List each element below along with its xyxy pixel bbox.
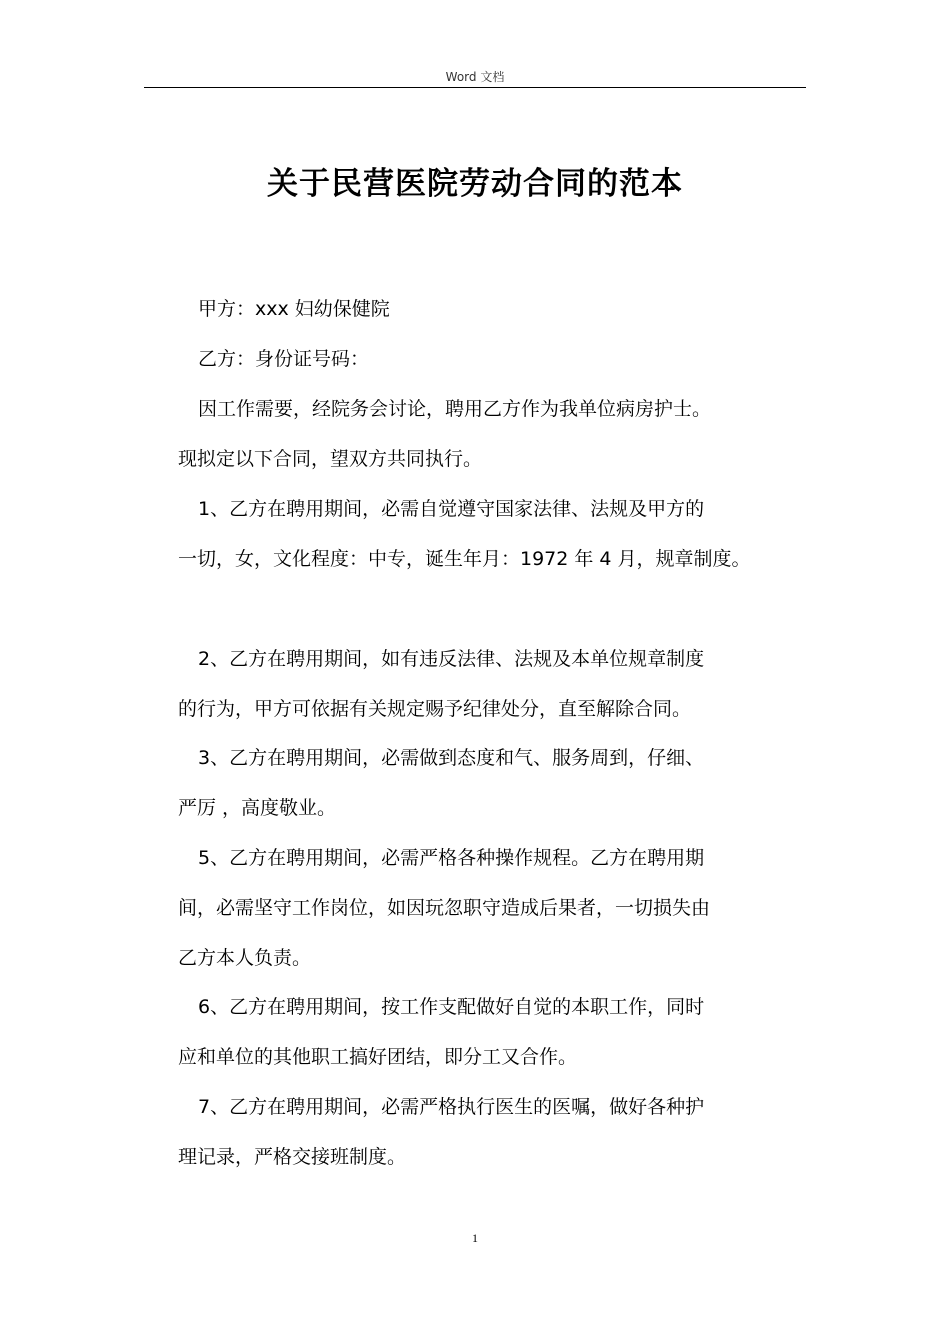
clause-6-line: 应和单位的其他职工搞好团结，即分工又合作。 (178, 1046, 578, 1068)
party-a-line: 甲方：xxx 妇幼保健院 (198, 298, 390, 320)
party-b-line: 乙方：身份证号码： (198, 348, 370, 370)
clause-5-line: 乙方本人负责。 (178, 947, 312, 969)
clause-1-line: 1、乙方在聘用期间，必需自觉遵守国家法律、法规及甲方的 (198, 498, 705, 520)
page-header: Word 文档 (445, 70, 505, 84)
header-divider (144, 87, 806, 88)
paragraph-line: 因工作需要，经院务会讨论，聘用乙方作为我单位病房护士。 (198, 398, 712, 420)
clause-1-line: 一切，女，文化程度：中专，诞生年月：1972 年 4 月，规章制度。 (178, 548, 751, 570)
clause-3-line: 3、乙方在聘用期间，必需做到态度和气、服务周到，仔细、 (198, 747, 705, 769)
clause-7-line: 理记录，严格交接班制度。 (178, 1146, 407, 1168)
clause-2-line: 2、乙方在聘用期间，如有违反法律、法规及本单位规章制度 (198, 648, 705, 670)
clause-7-line: 7、乙方在聘用期间，必需严格执行医生的医嘱，做好各种护 (198, 1096, 705, 1118)
document-title: 关于民营医院劳动合同的范本 (267, 166, 683, 202)
clause-3-line: 严厉 ，高度敬业。 (178, 797, 337, 819)
clause-5-line: 5、乙方在聘用期间，必需严格各种操作规程。乙方在聘用期 (198, 847, 705, 869)
paragraph-line: 现拟定以下合同，望双方共同执行。 (178, 448, 483, 470)
clause-6-line: 6、乙方在聘用期间，按工作支配做好自觉的本职工作，同时 (198, 996, 705, 1018)
clause-2-line: 的行为，甲方可依据有关规定赐予纪律处分，直至解除合同。 (178, 698, 692, 720)
page-number: 1 (472, 1231, 478, 1245)
clause-5-line: 间，必需坚守工作岗位，如因玩忽职守造成后果者，一切损失由 (178, 897, 711, 919)
